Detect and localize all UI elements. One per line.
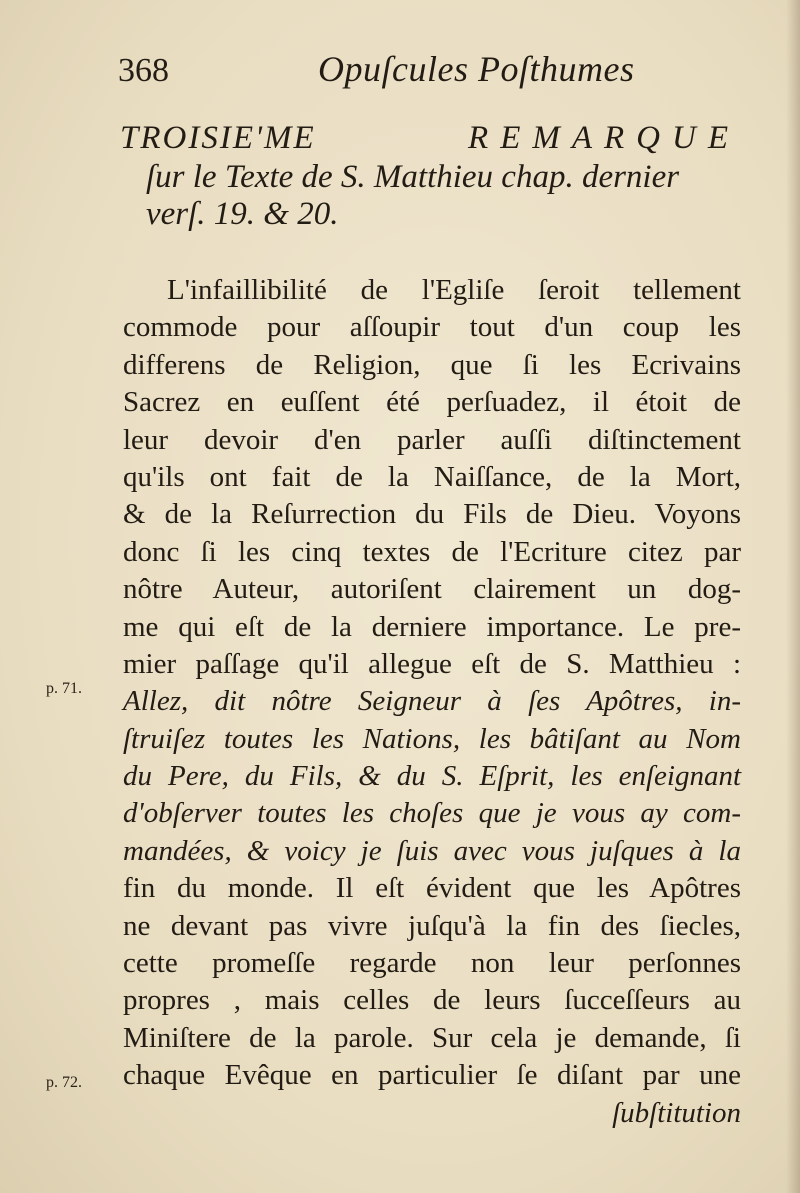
page-number: 368 bbox=[118, 52, 169, 89]
text-line: du Pere, du Fils, & du S. Eſprit, les enſeignant bbox=[123, 760, 741, 793]
page-edge-shadow bbox=[786, 0, 800, 1193]
body-text bbox=[123, 272, 741, 1132]
heading-line-1 bbox=[120, 120, 740, 157]
heading-line-2: ſur le Texte de S. Matthieu chap. dernier bbox=[146, 159, 680, 195]
text-line: differens de Religion, que ſi les Ecrivains bbox=[123, 348, 741, 381]
text-line: cette promeſſe regarde non leur perſonnes bbox=[123, 947, 741, 980]
text-line: L'infaillibilité de l'Egliſe ſeroit tellement bbox=[167, 274, 741, 306]
text-line: chaque Evêque en particulier ſe diſant par une bbox=[123, 1059, 741, 1092]
text-line: Sacrez en euſſent été perſuadez, il étoit de bbox=[123, 386, 741, 419]
text-line: mandées, & voicy je ſuis avec vous juſques à la bbox=[123, 834, 741, 867]
margin-note-p71: p. 71. bbox=[46, 680, 82, 697]
heading-line-3: verſ. 19. & 20. bbox=[146, 196, 339, 232]
text-line: ſtruiſez toutes les Nations, les bâtiſant au Nom bbox=[123, 722, 741, 755]
text-line: d'obſerver toutes les choſes que je vous ay com- bbox=[123, 797, 741, 830]
running-head bbox=[118, 40, 718, 90]
section-heading bbox=[120, 120, 760, 233]
text-line: propres , mais celles de leurs ſucceſſeurs au bbox=[123, 984, 741, 1017]
text-line: Miniſtere de la parole. Sur cela je demande, ſi bbox=[123, 1021, 741, 1054]
text-line: Allez, dit nôtre Seigneur à ſes Apôtres, in- bbox=[123, 685, 741, 718]
text-line: & de la Reſurrection du Fils de Dieu. Voyons bbox=[123, 498, 741, 531]
heading-word-troisieme: TROISIE'ME bbox=[120, 120, 316, 156]
text-line: ſubſtitution bbox=[612, 1096, 741, 1129]
text-line: donc ſi les cinq textes de l'Ecriture citez par bbox=[123, 535, 741, 568]
margin-note-p72: p. 72. bbox=[46, 1074, 82, 1091]
text-line: me qui eſt de la derniere importance. Le pre- bbox=[123, 610, 741, 643]
text-line: qu'ils ont fait de la Naiſſance, de la Mort, bbox=[123, 460, 741, 493]
text-line: mier paſſage qu'il allegue eſt de S. Matthieu : bbox=[123, 647, 741, 680]
text-line: commode pour aſſoupir tout d'un coup les bbox=[123, 311, 741, 344]
text-line: nôtre Auteur, autoriſent clairement un dog- bbox=[123, 573, 741, 606]
heading-word-remarque: REMARQUE bbox=[468, 120, 740, 156]
text-line: fin du monde. Il eſt évident que les Apôtres bbox=[123, 872, 741, 905]
running-title: Opuſcules Poſthumes bbox=[318, 49, 635, 89]
text-line: leur devoir d'en parler auſſi diſtinctement bbox=[123, 423, 741, 456]
text-line: ne devant pas vivre juſqu'à la fin des ſiecles, bbox=[123, 909, 741, 942]
